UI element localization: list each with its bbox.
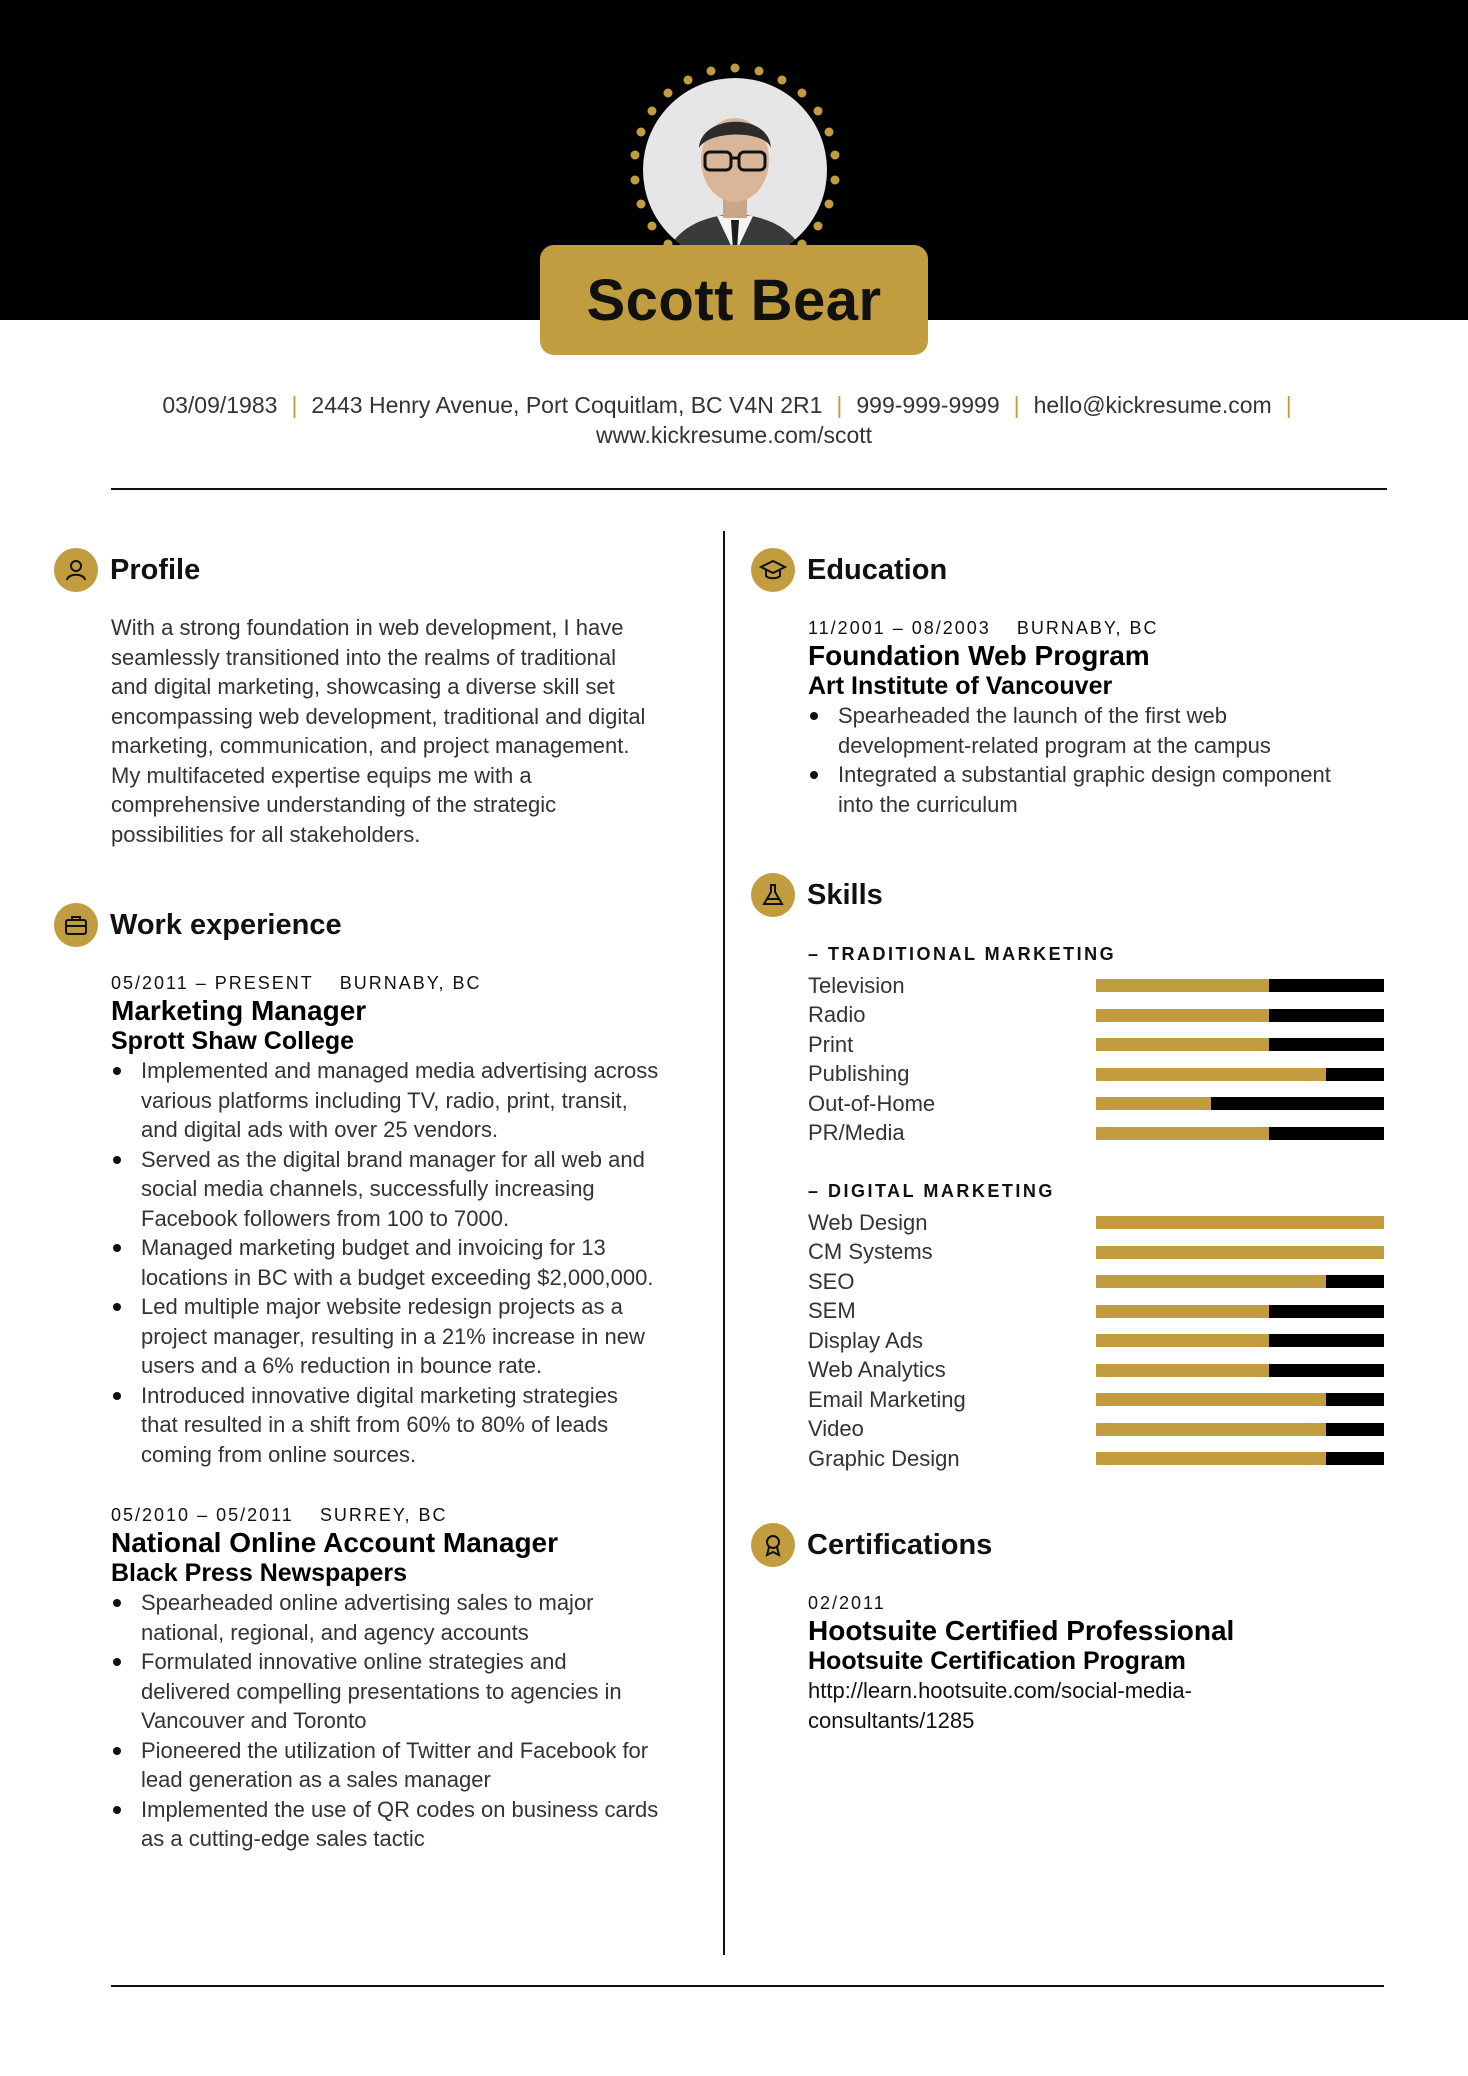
- summary-line: and digital marketing, showcasing a diverse skill set: [111, 674, 615, 699]
- contact-line-1: [0, 390, 1468, 420]
- education-bullets: [808, 701, 1398, 819]
- address: 2443 Henry Avenue, Port Coquitlam, BC V4N 2R1: [311, 392, 823, 418]
- list-item: Served as the digital brand manager for all web and social media channels, successfully increasing Facebook followers from 100 to 7000.: [141, 1145, 711, 1234]
- skill-bar: [1096, 1452, 1384, 1465]
- skill-name: SEM: [808, 1298, 856, 1324]
- skill-level: [1096, 1246, 1384, 1259]
- contact-info: [0, 390, 1468, 450]
- section-title: Certifications: [807, 1528, 993, 1561]
- job-dates: 05/2010 – 05/2011: [111, 1505, 294, 1525]
- certifications-heading: [751, 1523, 992, 1567]
- skill-row: [808, 1001, 1388, 1031]
- skill-name: CM Systems: [808, 1239, 933, 1265]
- job-entry: [111, 970, 711, 1469]
- skill-row: [808, 1267, 1388, 1297]
- job-meta: [111, 1502, 711, 1528]
- education-dates: 11/2001 – 08/2003: [808, 618, 991, 638]
- contact-line-2: [0, 420, 1468, 450]
- skill-row: [808, 1444, 1388, 1474]
- skill-row: [808, 1326, 1388, 1356]
- skill-name: Graphic Design: [808, 1445, 960, 1471]
- skill-level: [1096, 1127, 1269, 1140]
- summary-line: With a strong foundation in web development, I have: [111, 615, 624, 640]
- certification-program: Hootsuite Certification Program: [808, 1647, 1186, 1675]
- skill-row: [808, 1385, 1388, 1415]
- summary-line: comprehensive understanding of the strategic: [111, 792, 557, 817]
- candidate-name: Scott Bear: [586, 267, 882, 333]
- contact-separator: |: [1285, 392, 1292, 418]
- job-meta: [111, 970, 711, 996]
- job-bullets: [111, 1056, 711, 1469]
- list-item: Integrated a substantial graphic design component into the curriculum: [838, 760, 1398, 819]
- skill-level: [1096, 979, 1269, 992]
- certification-entry: [808, 1590, 1388, 1735]
- skill-row: [808, 1089, 1388, 1119]
- date-of-birth: 03/09/1983: [162, 392, 278, 418]
- avatar: [643, 78, 827, 262]
- list-item: Led multiple major website redesign projects as a project manager, resulting in a 21% increase in new users and a 6% reduction in bounce rate.: [141, 1292, 711, 1381]
- skill-group: [808, 1178, 1388, 1474]
- section-title: Profile: [110, 553, 201, 586]
- job-dates: 05/2011 – PRESENT: [111, 973, 314, 993]
- education-school: Art Institute of Vancouver: [808, 672, 1113, 700]
- skill-bar: [1096, 1423, 1384, 1436]
- skill-level: [1096, 1305, 1269, 1318]
- job-location: SURREY, BC: [319, 1505, 448, 1525]
- list-item: Pioneered the utilization of Twitter and Facebook for lead generation as a sales manager: [141, 1736, 711, 1795]
- certification-link[interactable]: http://learn.hootsuite.com/social-media- consultants/1285: [808, 1678, 1192, 1733]
- skill-group-title: – TRADITIONAL MARKETING: [808, 944, 1117, 964]
- list-item: Spearheaded online advertising sales to major national, regional, and agency accounts: [141, 1588, 711, 1647]
- skill-row: [808, 1356, 1388, 1386]
- certification-date: 02/2011: [808, 1593, 886, 1613]
- profile-heading: [54, 548, 200, 592]
- education-meta: [808, 615, 1398, 641]
- name-banner: [540, 245, 928, 355]
- skill-bar: [1096, 1097, 1384, 1110]
- summary-line: marketing, communication, and project management.: [111, 733, 630, 758]
- job-bullets: [111, 1588, 711, 1854]
- skill-name: Web Design: [808, 1209, 928, 1235]
- skill-level: [1096, 1275, 1326, 1288]
- profile-summary: [111, 613, 711, 849]
- skill-bar: [1096, 1038, 1384, 1051]
- job-location: BURNABY, BC: [339, 973, 482, 993]
- certification-name: Hootsuite Certified Professional: [808, 1615, 1235, 1646]
- list-item: Introduced innovative digital marketing strategies that resulted in a shift from 60% to 80% of leads coming from online sources.: [141, 1381, 711, 1470]
- skill-name: Publishing: [808, 1061, 910, 1087]
- bottom-divider: [111, 1985, 1384, 1987]
- skill-level: [1096, 1334, 1269, 1347]
- skill-level: [1096, 1038, 1269, 1051]
- job-title: National Online Account Manager: [111, 1527, 559, 1558]
- skill-name: SEO: [808, 1268, 855, 1294]
- list-item: Implemented the use of QR codes on business cards as a cutting-edge sales tactic: [141, 1795, 711, 1854]
- graduation-cap-icon: [751, 548, 795, 592]
- person-icon: [54, 548, 98, 592]
- briefcase-icon: [54, 903, 98, 947]
- skill-name: PR/Media: [808, 1120, 905, 1146]
- job-entry: [111, 1502, 711, 1854]
- skill-name: Display Ads: [808, 1327, 923, 1353]
- section-title: Skills: [807, 878, 883, 911]
- contact-separator: |: [1013, 392, 1020, 418]
- skill-row: [808, 971, 1388, 1001]
- skill-name: Radio: [808, 1002, 866, 1028]
- skill-level: [1096, 1452, 1326, 1465]
- skill-name: Television: [808, 972, 905, 998]
- section-title: Education: [807, 553, 948, 586]
- education-location: BURNABY, BC: [1016, 618, 1159, 638]
- list-item: Spearheaded the launch of the first web development-related program at the campus: [838, 701, 1398, 760]
- skill-level: [1096, 1068, 1326, 1081]
- flask-icon: [751, 873, 795, 917]
- summary-line: possibilities for all stakeholders.: [111, 821, 421, 847]
- education-entry: [808, 615, 1398, 819]
- skill-row: [808, 1060, 1388, 1090]
- skill-level: [1096, 1009, 1269, 1022]
- skill-row: [808, 1297, 1388, 1327]
- skills-list: [808, 941, 1388, 1474]
- summary-line: encompassing web development, traditional and digital: [111, 703, 646, 729]
- skill-row: [808, 1208, 1388, 1238]
- email-link[interactable]: hello@kickresume.com: [1033, 392, 1272, 418]
- skill-level: [1096, 1423, 1326, 1436]
- skill-bar: [1096, 1305, 1384, 1318]
- skill-row: [808, 1415, 1388, 1445]
- skill-bar: [1096, 1364, 1384, 1377]
- top-divider: [111, 488, 1387, 490]
- column-divider: [723, 531, 725, 1955]
- award-icon: [751, 1523, 795, 1567]
- skill-row: [808, 1030, 1388, 1060]
- skill-name: Out-of-Home: [808, 1090, 936, 1116]
- skill-bar: [1096, 1275, 1384, 1288]
- skill-bar: [1096, 979, 1384, 992]
- skill-level: [1096, 1097, 1211, 1110]
- skill-bar: [1096, 1068, 1384, 1081]
- list-item: Formulated innovative online strategies and delivered compelling presentations to agencies in Vancouver and Toronto: [141, 1647, 711, 1736]
- skill-level: [1096, 1216, 1384, 1229]
- skill-bar: [1096, 1009, 1384, 1022]
- skill-level: [1096, 1393, 1326, 1406]
- skill-group-title: – DIGITAL MARKETING: [808, 1181, 1055, 1201]
- summary-line: seamlessly transitioned into the realms of traditional: [111, 644, 617, 670]
- skill-bar: [1096, 1246, 1384, 1259]
- skill-row: [808, 1119, 1388, 1149]
- job-organization: Black Press Newspapers: [111, 1559, 408, 1587]
- job-title: Marketing Manager: [111, 995, 367, 1026]
- skill-name: Video: [808, 1416, 864, 1442]
- education-program: Foundation Web Program: [808, 640, 1150, 671]
- contact-separator: |: [291, 392, 298, 418]
- section-title: Work experience: [110, 908, 342, 941]
- skill-bar: [1096, 1393, 1384, 1406]
- list-item: Managed marketing budget and invoicing for 13 locations in BC with a budget exceeding $2,000,000.: [141, 1233, 711, 1292]
- skill-bar: [1096, 1127, 1384, 1140]
- skills-heading: [751, 873, 883, 917]
- contact-separator: |: [836, 392, 843, 418]
- job-organization: Sprott Shaw College: [111, 1027, 355, 1055]
- list-item: Implemented and managed media advertising across various platforms including TV, radio, print, transit, and digital ads with over 25 vendors.: [141, 1056, 711, 1145]
- website-link[interactable]: www.kickresume.com/scott: [595, 422, 873, 448]
- education-heading: [751, 548, 947, 592]
- phone[interactable]: 999-999-9999: [856, 392, 1000, 418]
- work-heading: [54, 903, 342, 947]
- skill-name: Email Marketing: [808, 1386, 966, 1412]
- skill-name: Web Analytics: [808, 1357, 946, 1383]
- skill-row: [808, 1238, 1388, 1268]
- skill-bar: [1096, 1216, 1384, 1229]
- skill-level: [1096, 1364, 1269, 1377]
- skill-bar: [1096, 1334, 1384, 1347]
- summary-line: My multifaceted expertise equips me with a: [111, 762, 532, 788]
- skill-name: Print: [808, 1031, 854, 1057]
- skill-group: [808, 941, 1388, 1148]
